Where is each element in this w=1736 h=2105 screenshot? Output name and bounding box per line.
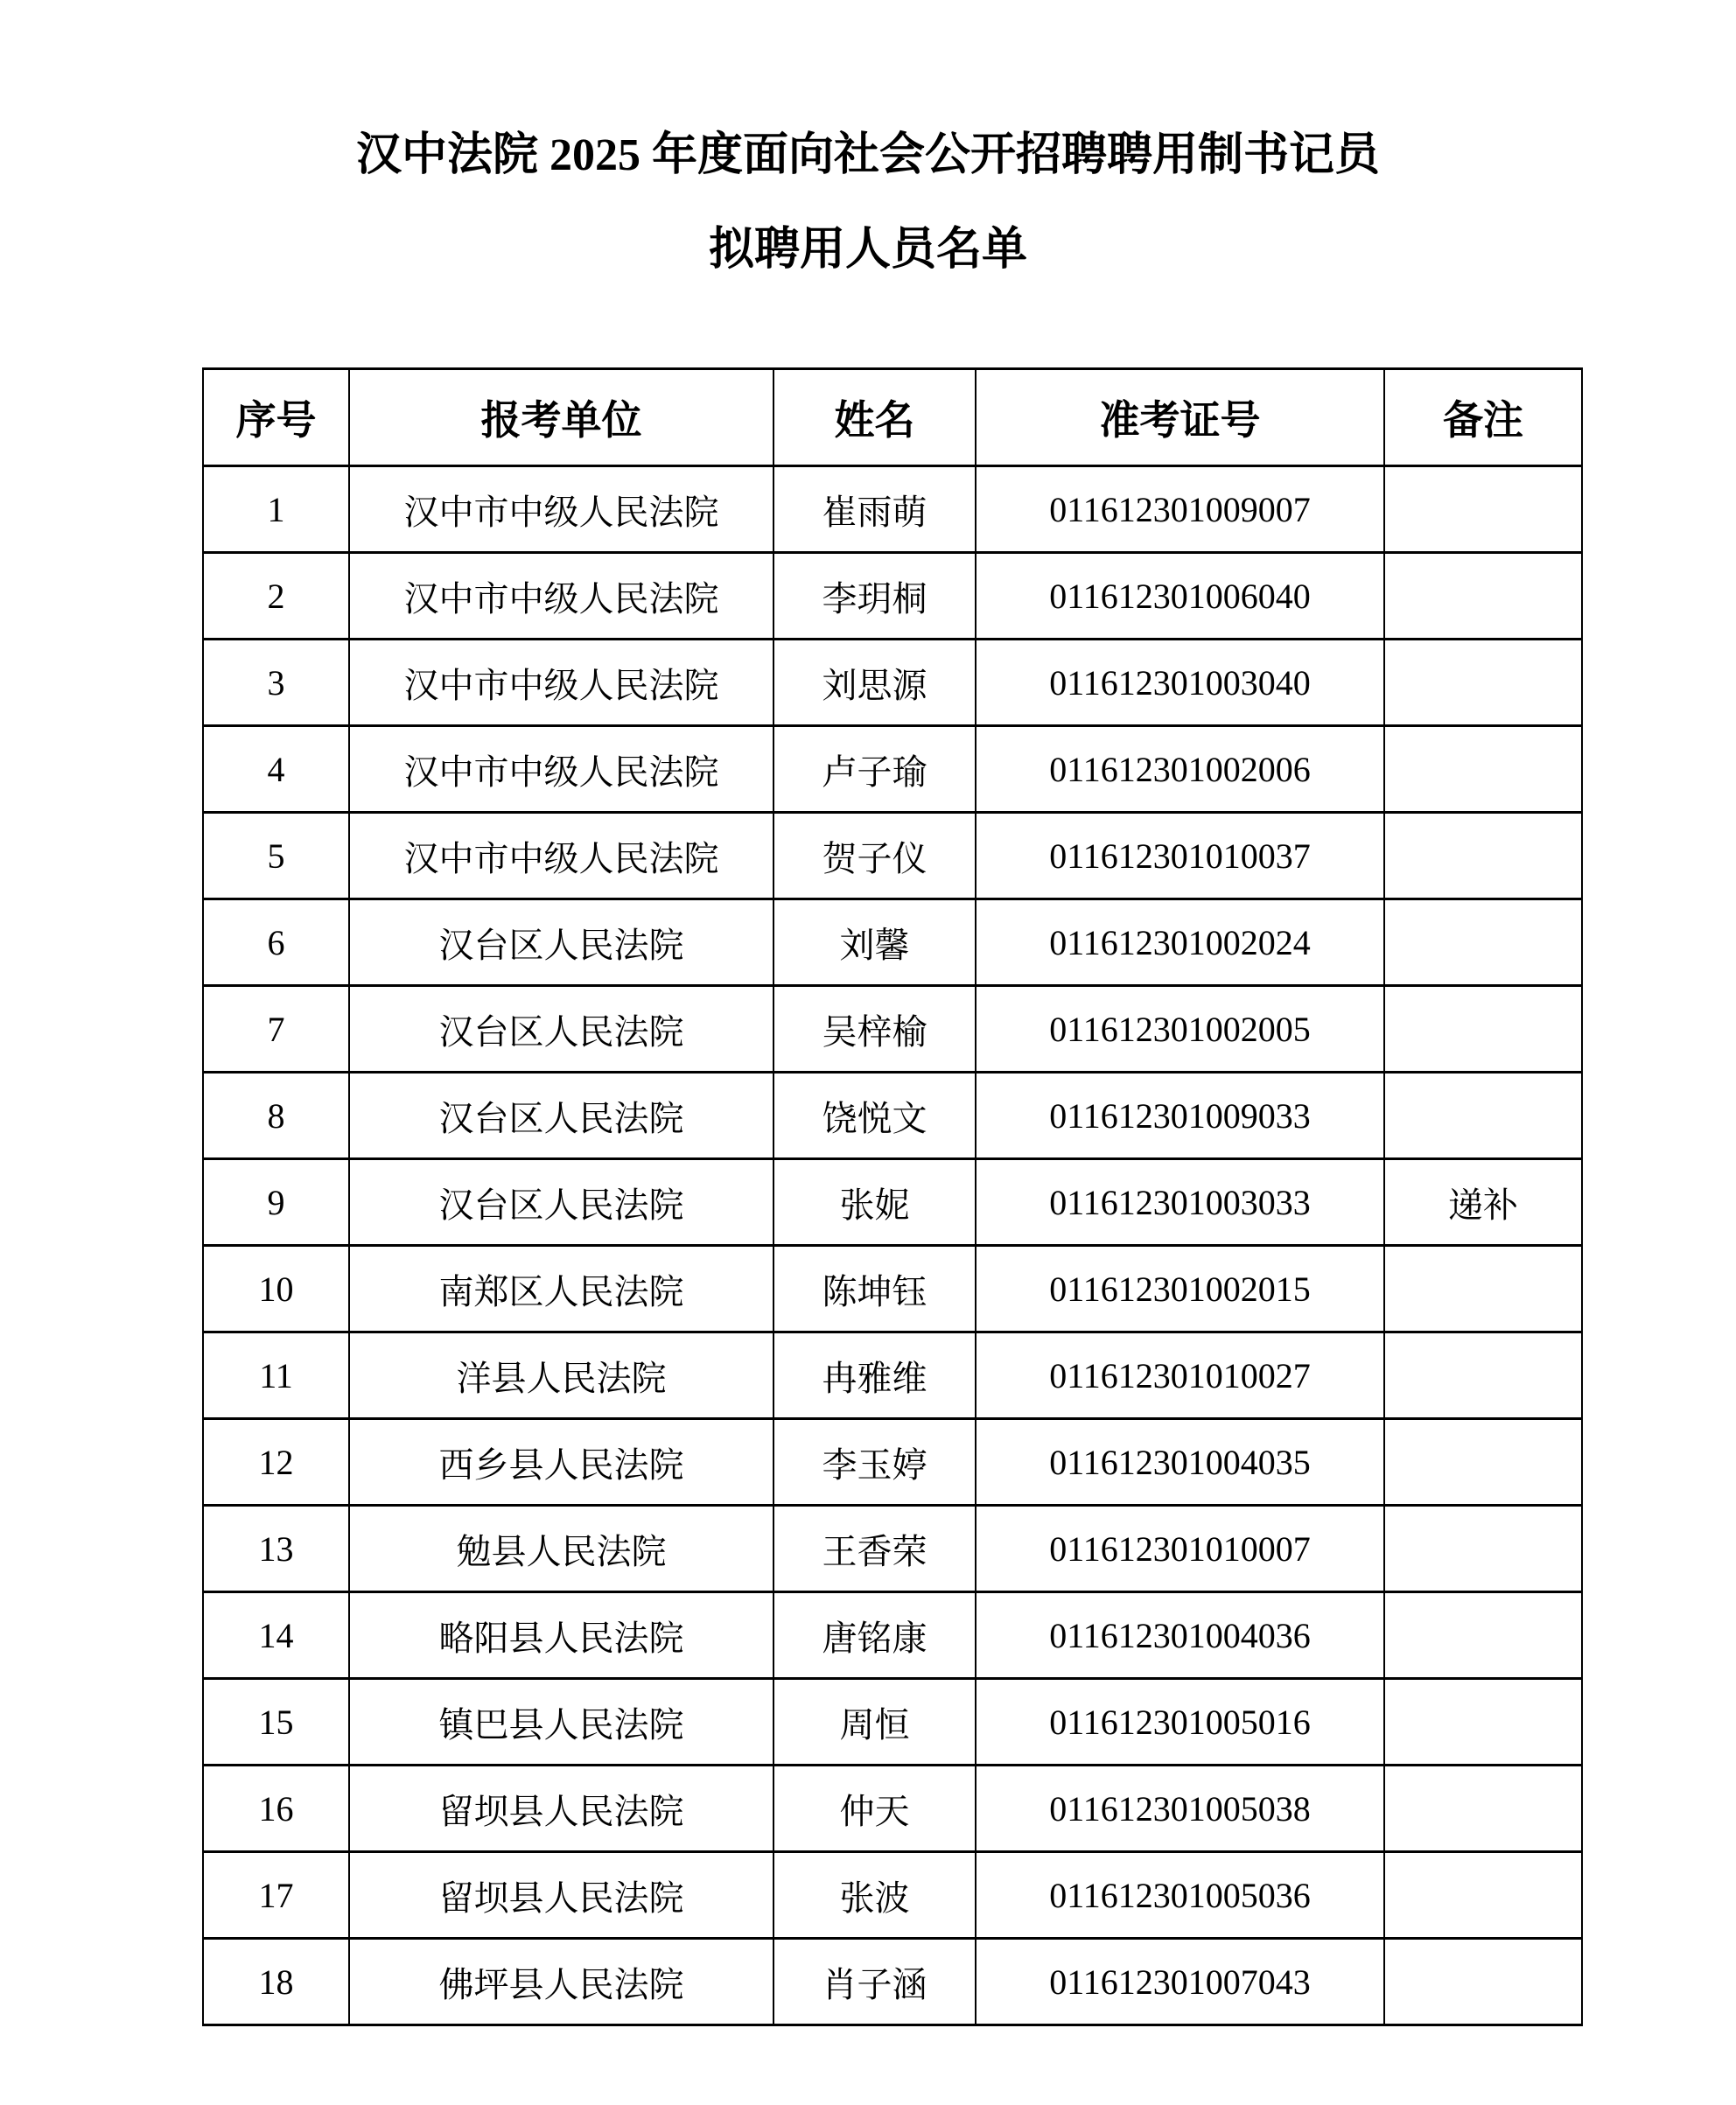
- cell-ticket: 011612301003040: [976, 640, 1384, 726]
- cell-ticket: 011612301010027: [976, 1332, 1384, 1419]
- table-row: [203, 640, 1582, 726]
- cell-unit: 勉县人民法院: [349, 1506, 774, 1592]
- cell-no: 10: [203, 1246, 349, 1332]
- cell-no: 3: [203, 640, 349, 726]
- cell-name: 李玉婷: [774, 1419, 976, 1506]
- cell-no: 5: [203, 813, 349, 899]
- cell-unit: 佛坪县人民法院: [349, 1939, 774, 2025]
- table-row: [203, 1506, 1582, 1592]
- cell-name: 刘馨: [774, 899, 976, 986]
- header-cell: 报考单位: [349, 369, 774, 466]
- cell-remark: [1384, 1332, 1582, 1419]
- cell-remark: [1384, 813, 1582, 899]
- table-row: [203, 726, 1582, 813]
- cell-name: 刘思源: [774, 640, 976, 726]
- table-row: [203, 899, 1582, 986]
- cell-remark: [1384, 1939, 1582, 2025]
- cell-remark: [1384, 640, 1582, 726]
- table-row: [203, 1246, 1582, 1332]
- document-title-line2: 拟聘用人员名单: [708, 225, 1027, 275]
- cell-remark: [1384, 1419, 1582, 1506]
- cell-name: 卢子瑜: [774, 726, 976, 813]
- cell-name: 吴梓榆: [774, 986, 976, 1073]
- table-row: [203, 1939, 1582, 2025]
- table-body: [203, 466, 1582, 2025]
- table-row: [203, 1332, 1582, 1419]
- cell-name: 张妮: [774, 1159, 976, 1246]
- header-cell: 备注: [1384, 369, 1582, 466]
- cell-name: 周恒: [774, 1679, 976, 1766]
- cell-name: 唐铭康: [774, 1592, 976, 1679]
- cell-ticket: 011612301010007: [976, 1506, 1384, 1592]
- cell-unit: 洋县人民法院: [349, 1332, 774, 1419]
- cell-unit: 留坝县人民法院: [349, 1766, 774, 1852]
- table-row: [203, 1592, 1582, 1679]
- cell-no: 17: [203, 1852, 349, 1939]
- header-cell: 序号: [203, 369, 349, 466]
- cell-unit: 汉台区人民法院: [349, 899, 774, 986]
- cell-no: 14: [203, 1592, 349, 1679]
- cell-ticket: 011612301002015: [976, 1246, 1384, 1332]
- cell-remark: [1384, 1073, 1582, 1159]
- table-header: [203, 369, 1582, 466]
- cell-ticket: 011612301009007: [976, 466, 1384, 553]
- table-row: [203, 1766, 1582, 1852]
- cell-ticket: 011612301004035: [976, 1419, 1384, 1506]
- cell-no: 7: [203, 986, 349, 1073]
- table-row: [203, 813, 1582, 899]
- cell-no: 13: [203, 1506, 349, 1592]
- cell-no: 4: [203, 726, 349, 813]
- roster-table: [202, 367, 1583, 2026]
- header-cell: 姓名: [774, 369, 976, 466]
- cell-no: 2: [203, 553, 349, 640]
- cell-ticket: 011612301007043: [976, 1939, 1384, 2025]
- cell-no: 9: [203, 1159, 349, 1246]
- cell-ticket: 011612301006040: [976, 553, 1384, 640]
- cell-no: 15: [203, 1679, 349, 1766]
- cell-unit: 南郑区人民法院: [349, 1246, 774, 1332]
- cell-unit: 汉中市中级人民法院: [349, 553, 774, 640]
- table-row: [203, 986, 1582, 1073]
- cell-name: 仲天: [774, 1766, 976, 1852]
- cell-remark: [1384, 1852, 1582, 1939]
- cell-remark: [1384, 1246, 1582, 1332]
- cell-name: 贺子仪: [774, 813, 976, 899]
- cell-unit: 汉中市中级人民法院: [349, 813, 774, 899]
- table-row: [203, 466, 1582, 553]
- cell-remark: [1384, 1592, 1582, 1679]
- table-row: [203, 1679, 1582, 1766]
- cell-unit: 汉台区人民法院: [349, 986, 774, 1073]
- cell-name: 陈坤钰: [774, 1246, 976, 1332]
- cell-name: 张波: [774, 1852, 976, 1939]
- cell-remark: [1384, 553, 1582, 640]
- table-row: [203, 1852, 1582, 1939]
- cell-no: 18: [203, 1939, 349, 2025]
- cell-remark: [1384, 466, 1582, 553]
- cell-unit: 汉台区人民法院: [349, 1159, 774, 1246]
- table-row: [203, 1159, 1582, 1246]
- cell-no: 6: [203, 899, 349, 986]
- cell-ticket: 011612301005038: [976, 1766, 1384, 1852]
- cell-no: 16: [203, 1766, 349, 1852]
- table-header-row: [203, 369, 1582, 466]
- cell-no: 12: [203, 1419, 349, 1506]
- header-cell: 准考证号: [976, 369, 1384, 466]
- cell-name: 冉雅维: [774, 1332, 976, 1419]
- cell-remark: [1384, 726, 1582, 813]
- cell-ticket: 011612301005016: [976, 1679, 1384, 1766]
- cell-ticket: 011612301002005: [976, 986, 1384, 1073]
- table-row: [203, 553, 1582, 640]
- cell-remark: [1384, 1679, 1582, 1766]
- cell-no: 8: [203, 1073, 349, 1159]
- cell-remark: 递补: [1384, 1159, 1582, 1246]
- cell-ticket: 011612301004036: [976, 1592, 1384, 1679]
- cell-unit: 汉中市中级人民法院: [349, 726, 774, 813]
- cell-ticket: 011612301005036: [976, 1852, 1384, 1939]
- cell-ticket: 011612301002024: [976, 899, 1384, 986]
- cell-name: 饶悦文: [774, 1073, 976, 1159]
- cell-ticket: 011612301009033: [976, 1073, 1384, 1159]
- table-row: [203, 1419, 1582, 1506]
- cell-unit: 西乡县人民法院: [349, 1419, 774, 1506]
- cell-unit: 汉中市中级人民法院: [349, 466, 774, 553]
- cell-unit: 汉台区人民法院: [349, 1073, 774, 1159]
- cell-name: 肖子涵: [774, 1939, 976, 2025]
- cell-no: 11: [203, 1332, 349, 1419]
- cell-remark: [1384, 1766, 1582, 1852]
- cell-unit: 镇巴县人民法院: [349, 1679, 774, 1766]
- cell-name: 李玥桐: [774, 553, 976, 640]
- cell-remark: [1384, 1506, 1582, 1592]
- cell-unit: 略阳县人民法院: [349, 1592, 774, 1679]
- cell-remark: [1384, 986, 1582, 1073]
- cell-remark: [1384, 899, 1582, 986]
- cell-unit: 留坝县人民法院: [349, 1852, 774, 1939]
- cell-name: 王香荣: [774, 1506, 976, 1592]
- table-row: [203, 1073, 1582, 1159]
- cell-ticket: 011612301002006: [976, 726, 1384, 813]
- cell-name: 崔雨萌: [774, 466, 976, 553]
- cell-unit: 汉中市中级人民法院: [349, 640, 774, 726]
- cell-ticket: 011612301010037: [976, 813, 1384, 899]
- cell-no: 1: [203, 466, 349, 553]
- document-title-line1: 汉中法院 2025 年度面向社会公开招聘聘用制书记员: [355, 130, 1380, 180]
- cell-ticket: 011612301003033: [976, 1159, 1384, 1246]
